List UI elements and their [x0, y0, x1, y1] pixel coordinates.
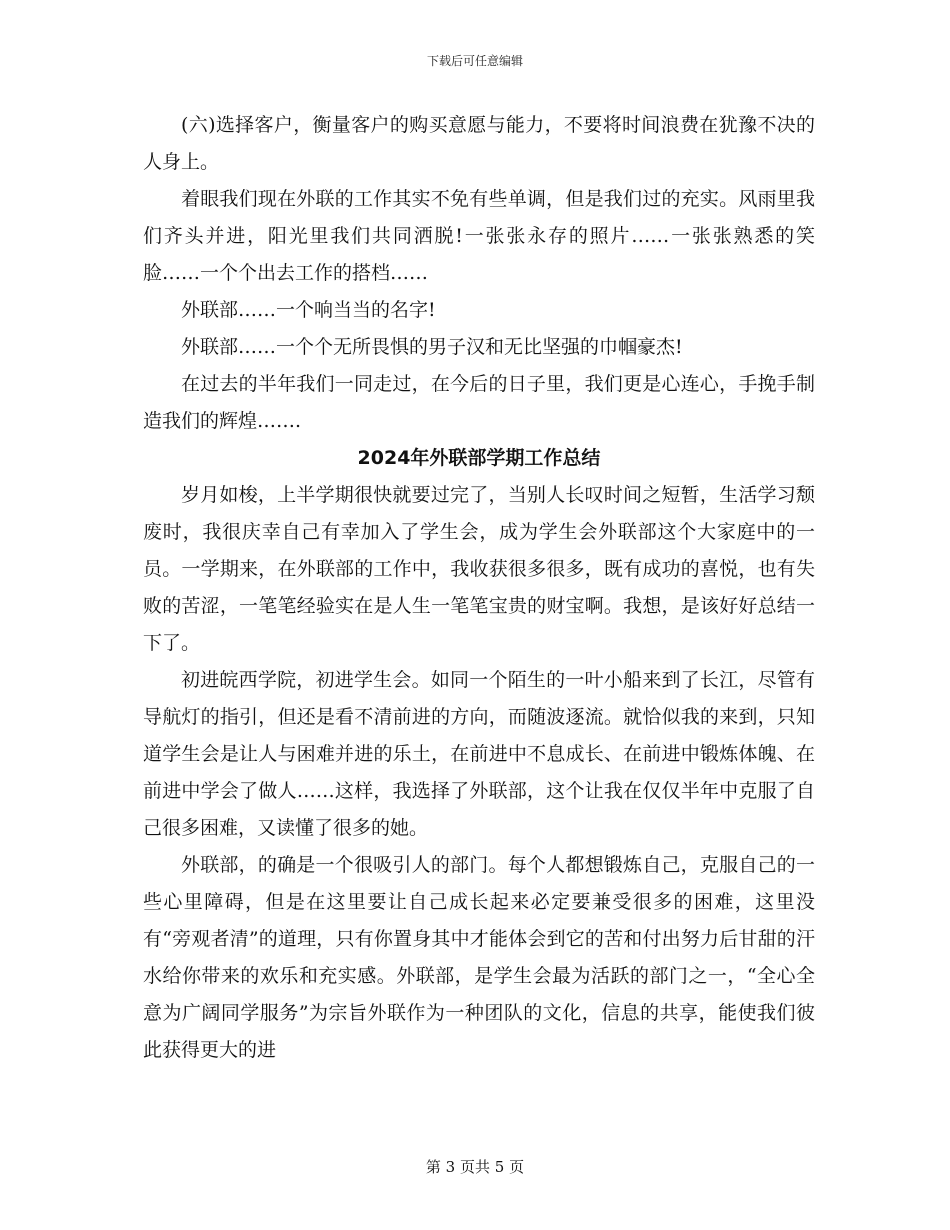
- page-header-note: 下载后可任意编辑: [426, 54, 523, 68]
- paragraph-joining: 初进皖西学院，初进学生会。如同一个陌生的一叶小船来到了长江，尽管有导航灯的指引，但还是看不清前进的方向，而随波逐流。就恰似我的来到，只知道学生会是让人与困难并进的乐土，在前进中不息成长、在前进中锻炼体魄、在前进中学会了做人……这样，我选择了外联部，这个让我在仅仅半年中克服了自己很多困难，又读懂了很多的她。: [143, 669, 815, 839]
- paragraph-intro: 岁月如梭，上半学期很快就要过完了，当别人长叹时间之短暂，生活学习颓废时，我很庆幸自己有幸加入了学生会，成为学生会外联部这个大家庭中的一员。一学期来，在外联部的工作中，我收获很多很多，既有成功的喜悦，也有失败的苦涩，一笔笔经验实在是人生一笔笔宝贵的财宝啊。我想，是该好好总结一下了。: [143, 484, 815, 654]
- paragraph-department-members: 外联部……一个个无所畏惧的男子汉和无比坚强的巾帼豪杰!: [181, 336, 683, 358]
- paragraph-closing: 在过去的半年我们一同走过，在今后的日子里，我们更是心连心，手挽手制造我们的辉煌…….: [143, 373, 815, 432]
- document-body: [143, 107, 815, 1069]
- paragraph-department-description: 外联部，的确是一个很吸引人的部门。每个人都想锻炼自己，克服自己的一些心里障碍，但是在这里要让自己成长起来必定要兼受很多的困难，这里没有“旁观者清”的道理，只有你置身其中才能体会到它的苦和付出努力后甘甜的汗水给你带来的欢乐和充实感。外联部，是学生会最为活跃的部门之一，“全心全意为广阔同学服务”为宗旨外联作为一种团队的文化，信息的共享，能使我们彼此获得更大的进: [143, 854, 815, 1061]
- paragraph-work-reflection: 着眼我们现在外联的工作其实不免有些单调，但是我们过的充实。风雨里我们齐头并进，阳光里我们共同洒脱!一张张永存的照片……一张张熟悉的笑脸……一个个出去工作的搭档……: [143, 188, 815, 284]
- page-number: 第 3 页共 5 页: [425, 1158, 525, 1176]
- section-title: 2024年外联部学期工作总结: [357, 447, 601, 469]
- paragraph-select-customers: (六)选择客户，衡量客户的购买意愿与能力，不要将时间浪费在犹豫不决的人身上。: [143, 114, 815, 173]
- paragraph-department-name: 外联部……一个响当当的名字!: [181, 299, 436, 321]
